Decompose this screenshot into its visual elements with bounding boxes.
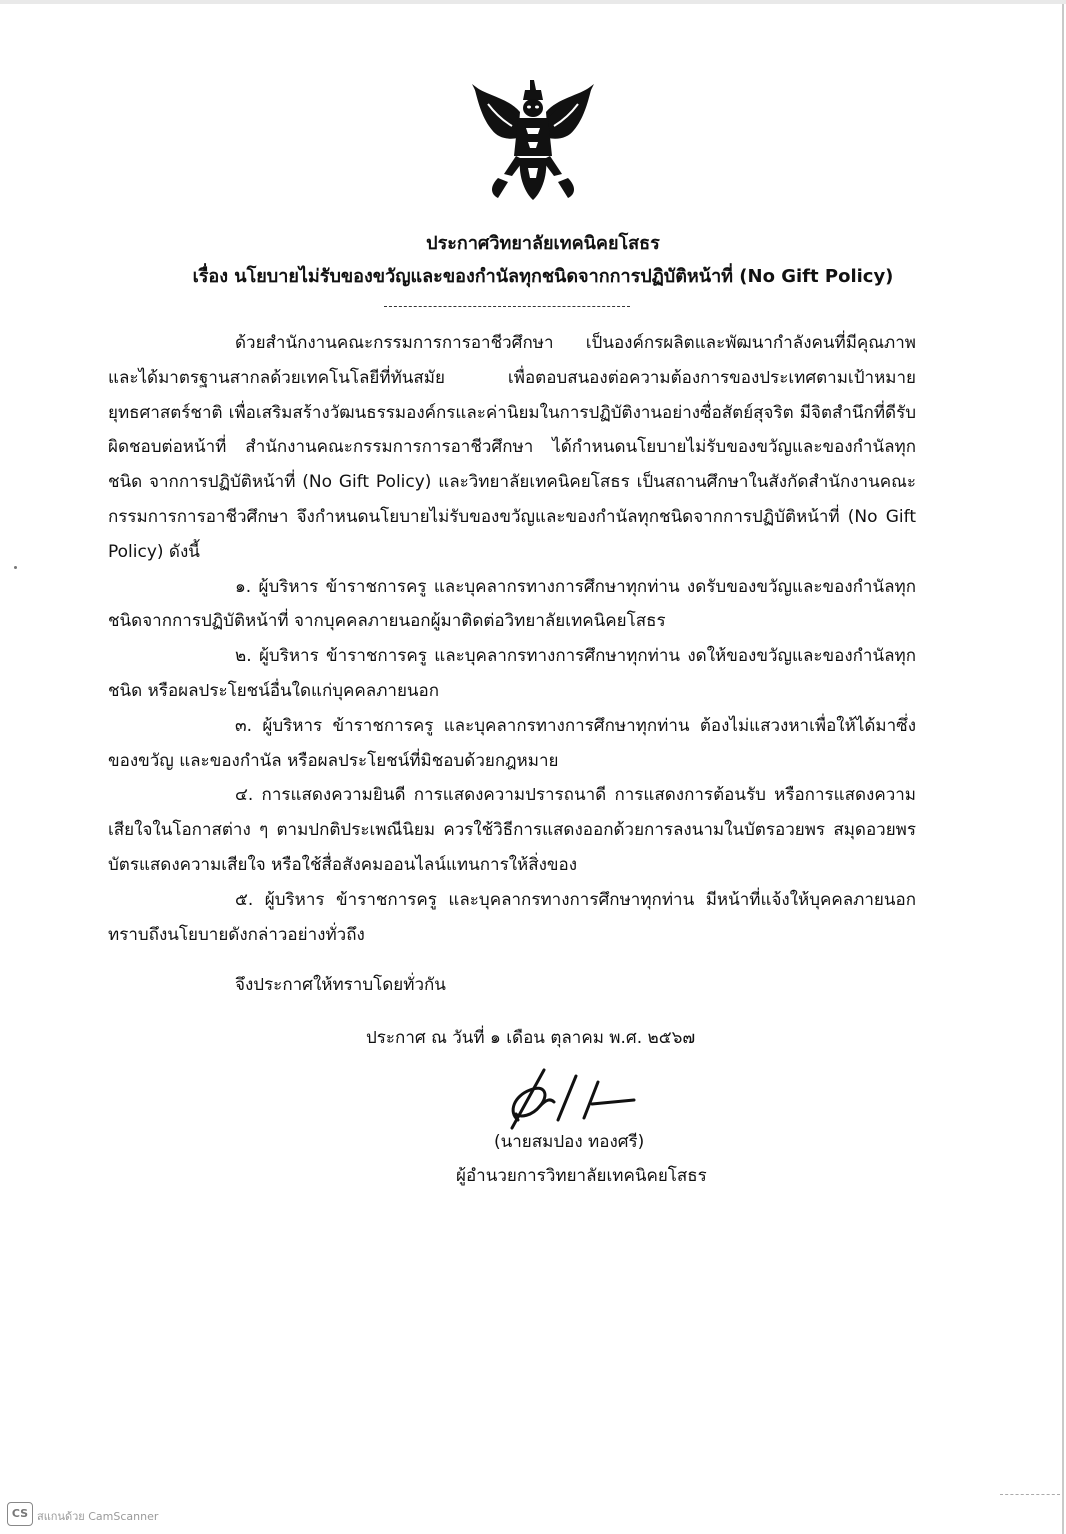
policy-item-2: ๒. ผู้บริหาร ข้าราชการครู และบุคลากรทางการศึกษาทุกท่าน งดให้ของขวัญและของกำนัลทุกชนิด หรือผลประโยชน์อื่นใดแก่บุคคลภายนอก: [108, 646, 916, 701]
garuda-emblem: [468, 78, 598, 202]
camscanner-caption: สแกนด้วย CamScanner: [37, 1510, 159, 1523]
signer-position: ผู้อำนวยการวิทยาลัยเทคนิคยโสธร: [456, 1166, 707, 1186]
announcement-body: [108, 326, 916, 952]
policy-item-3: ๓. ผู้บริหาร ข้าราชการครู และบุคลากรทางการศึกษาทุกท่าน ต้องไม่แสวงหาเพื่อให้ได้มาซึ่งของขวัญ และของกำนัล หรือผลประโยชน์ที่มิชอบด้วยกฎหมาย: [108, 715, 916, 771]
intro-paragraph: ด้วยสำนักงานคณะกรรมการการอาชีวศึกษา เป็นองค์กรผลิตและพัฒนากำลังคนที่มีคุณภาพ และได้มาตรฐานสากลด้วยเทคโนโลยีที่ทันสมัย เพื่อตอบสนองต่อความต้องการของประเทศตามเป้าหมายยุทธศาสตร์ชาติ เพื่อเสริมสร้างวัฒนธรรมองค์กรและค่านิยมในการปฏิบัติงานอย่างซื่อสัตย์สุจริต มีจิตสำนึกที่ดีรับผิดชอบต่อหน้าที่ สำนักงานคณะกรรมการการอาชีวศึกษา ได้กำหนดนโยบายไม่รับของขวัญและของกำนัลทุกชนิด จากการปฏิบัติหน้าที่ (No Gift Policy) และวิทยาลัยเทคนิคยโสธร เป็นสถานศึกษาในสังกัดสำนักงานคณะกรรมการการอาชีวศึกษา จึงกำหนดนโยบายไม่รับของขวัญและของกำนัลทุกชนิดจากการปฏิบัติหน้าที่ (No Gift Policy) ดังนี้: [108, 333, 916, 562]
scan-corner-mark: [1000, 1494, 1060, 1495]
announcement-subject: เรื่อง นโยบายไม่รับของขวัญและของกำนัลทุกชนิดจากการปฏิบัติหน้าที่ (No Gift Policy): [192, 266, 894, 287]
announcement-title: ประกาศวิทยาลัยเทคนิคยโสธร: [426, 233, 660, 254]
camscanner-logo-icon: CS: [7, 1502, 33, 1526]
title-divider: [384, 306, 630, 307]
policy-item-5: ๕. ผู้บริหาร ข้าราชการครู และบุคลากรทางการศึกษาทุกท่าน มีหน้าที่แจ้งให้บุคคลภายนอกทราบถึงนโยบายดังกล่าวอย่างทั่วถึง: [108, 889, 916, 945]
signer-name: (นายสมปอง ทองศรี): [494, 1132, 645, 1152]
policy-item-1: ๑. ผู้บริหาร ข้าราชการครู และบุคลากรทางการศึกษาทุกท่าน งดรับของขวัญและของกำนัลทุกชนิดจากการปฏิบัติหน้าที่ จากบุคคลภายนอกผู้มาติดต่อวิทยาลัยเทคนิคยโสธร: [108, 576, 916, 632]
closing-statement: จึงประกาศให้ทราบโดยทั่วกัน: [235, 975, 446, 995]
announcement-date: ประกาศ ณ วันที่ ๑ เดือน ตุลาคม พ.ศ. ๒๕๖๗: [366, 1028, 696, 1048]
scan-speck: [14, 566, 17, 569]
policy-item-4: ๔. การแสดงความยินดี การแสดงความปรารถนาดี การแสดงการต้อนรับ หรือการแสดงความเสียใจในโอกาสต่าง ๆ ตามปกติประเพณีนิยม ควรใช้วิธีการแสดงออกด้วยการลงนามในบัตรอวยพร สมุดอวยพร บัตรแสดงความเสียใจ หรือใช้สื่อสังคมออนไลน์แทนการให้สิ่งของ: [108, 785, 916, 875]
handwritten-signature: [500, 1062, 660, 1132]
page-edge-top: [0, 0, 1066, 4]
